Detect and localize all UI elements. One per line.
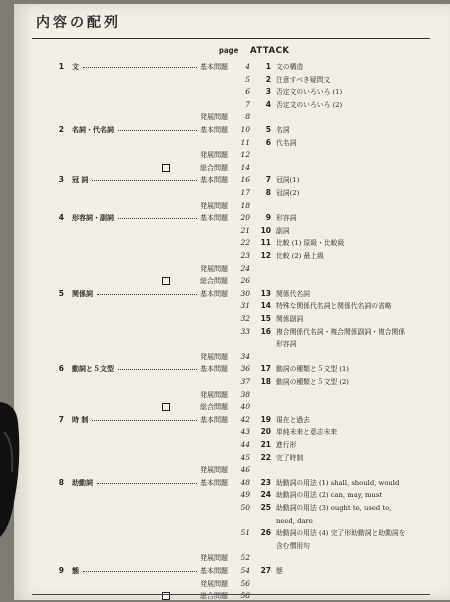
page-number: 24 (240, 263, 250, 273)
page-number: 32 (240, 314, 250, 323)
attack-topic: 態 (276, 567, 283, 575)
page-number: 11 (240, 137, 250, 147)
attack-number: 9 (265, 213, 271, 223)
contents-row (14, 162, 450, 174)
contents-row (14, 149, 450, 161)
problem-category: 総合問題 (200, 403, 228, 412)
title-rule (32, 38, 430, 39)
page-number: 17 (240, 188, 250, 197)
contents-row (14, 111, 450, 123)
attack-number: 10 (260, 225, 271, 235)
attack-topic: 否定文のいろいろ (2) (276, 100, 343, 109)
page-title: 内容の配列 (36, 15, 121, 31)
chapter-number: 6 (58, 364, 64, 374)
contents-row (14, 452, 450, 464)
contents-row (14, 439, 450, 451)
problem-category: 発展問題 (200, 579, 228, 588)
attack-number: 18 (260, 377, 271, 386)
contents-row (14, 300, 450, 312)
attack-number: 17 (260, 364, 271, 374)
contents-row (14, 313, 450, 325)
contents-row (14, 74, 450, 86)
dotted-leader (97, 483, 197, 484)
attack-topic: 注意すべき疑問文 (276, 75, 331, 84)
chapter-number: 9 (58, 566, 64, 575)
attack-number: 12 (260, 251, 271, 260)
binder-clip-icon (0, 392, 28, 542)
attack-number: 23 (260, 477, 271, 487)
attack-topic: 冠詞(2) (276, 189, 300, 197)
contents-row (14, 540, 450, 552)
page-number: 4 (245, 62, 250, 71)
page-number: 46 (240, 465, 250, 475)
attack-topic: 形容詞 (276, 214, 297, 223)
dotted-leader (118, 130, 197, 131)
contents-row (14, 565, 450, 577)
page-number: 43 (240, 427, 250, 437)
attack-number: 19 (260, 414, 271, 424)
attack-topic: 関係副詞 (276, 315, 304, 323)
contents-row (14, 212, 450, 224)
page-number: 12 (240, 150, 250, 160)
page-number: 5 (245, 74, 250, 84)
attack-number: 2 (265, 74, 271, 84)
dotted-leader (83, 67, 197, 68)
attack-topic: 助動詞の用法 (1) shall, should, would (276, 478, 400, 487)
attack-topic: 副詞 (276, 226, 290, 235)
page-number: 21 (240, 225, 250, 235)
contents-row (14, 401, 450, 413)
contents-row (14, 275, 450, 287)
problem-category: 総合問題 (200, 277, 228, 286)
attack-topic: 動詞の種類と５文型 (1) (276, 365, 349, 374)
book-page (14, 4, 450, 600)
attack-topic: 現在と過去 (276, 415, 310, 424)
page-number: 40 (240, 402, 250, 412)
contents-row (14, 351, 450, 363)
chapter-name: 文 (72, 63, 79, 71)
chapter-number: 2 (58, 125, 64, 134)
contents-row (14, 376, 450, 388)
chapter-name: 形容詞・副詞 (72, 214, 114, 223)
contents-row (14, 527, 450, 539)
attack-topic-continued: 含む慣用句 (276, 541, 310, 550)
contents-row (14, 464, 450, 476)
problem-category: 発展問題 (200, 201, 228, 210)
chapter-name: 冠 詞 (72, 176, 89, 185)
attack-number: 24 (260, 490, 271, 500)
page-number: 23 (240, 251, 250, 260)
attack-number: 1 (265, 62, 271, 71)
page-number: 51 (240, 528, 250, 538)
chapter-name: 態 (72, 567, 79, 575)
dotted-leader (118, 369, 197, 370)
page-number: 42 (240, 414, 250, 424)
attack-topic: 完了時制 (276, 453, 304, 462)
contents-row (14, 86, 450, 98)
contents-row (14, 288, 450, 300)
attack-number: 16 (260, 326, 271, 336)
contents-row (14, 389, 450, 401)
attack-topic-continued: need, dare (276, 516, 313, 525)
problem-category: 基本問題 (200, 214, 228, 223)
contents-row (14, 552, 450, 564)
page-number: 7 (245, 99, 250, 109)
problem-category: 総合問題 (200, 163, 228, 172)
problem-category: 発展問題 (200, 264, 228, 273)
dotted-leader (92, 180, 197, 181)
attack-topic: 複合関係代名詞・複合関係副詞・複合関係 (276, 327, 406, 336)
problem-category: 発展問題 (200, 390, 228, 399)
contents-row (14, 200, 450, 212)
chapter-name: 助動詞 (72, 478, 93, 487)
page-number: 10 (240, 125, 250, 134)
chapter-number: 7 (58, 414, 64, 424)
problem-category: 発展問題 (200, 466, 228, 475)
dotted-leader (118, 218, 197, 219)
problem-category: 基本問題 (200, 176, 228, 185)
chapter-name: 関係詞 (72, 289, 93, 298)
page-number: 26 (240, 276, 250, 286)
attack-topic: 進行形 (276, 441, 297, 449)
page-number: 38 (240, 389, 250, 399)
attack-column-header: ATTACK (250, 46, 290, 56)
attack-topic: 否定文のいろいろ (1) (276, 88, 343, 97)
page-number: 54 (240, 566, 250, 575)
chapter-number: 1 (58, 62, 64, 71)
attack-topic: 代名詞 (276, 138, 297, 147)
attack-topic: 助動詞の用法 (3) ought to, used to, (276, 504, 392, 512)
problem-category: 基本問題 (200, 365, 228, 374)
page-number: 8 (245, 112, 250, 122)
contents-row (14, 124, 450, 136)
attack-topic: 比較 (2) 最上級 (276, 252, 324, 260)
attack-number: 4 (265, 99, 271, 109)
contents-row (14, 414, 450, 426)
page-number: 36 (240, 364, 250, 374)
page-number: 22 (240, 238, 250, 248)
attack-number: 7 (265, 175, 271, 185)
contents-row (14, 237, 450, 249)
contents-row (14, 263, 450, 275)
attack-number: 21 (260, 440, 271, 449)
attack-topic: 特殊な関係代名詞と関係代名詞の省略 (276, 302, 392, 311)
problem-category: 発展問題 (200, 113, 228, 122)
attack-number: 15 (260, 314, 271, 323)
contents-row (14, 250, 450, 262)
problem-category: 基本問題 (200, 63, 228, 71)
contents-row (14, 502, 450, 514)
contents-row (14, 578, 450, 590)
contents-row (14, 590, 450, 602)
attack-number: 20 (260, 427, 271, 437)
attack-number: 25 (260, 503, 271, 512)
attack-topic: 助動詞の用法 (4) 完了形助動詞と助動詞を (276, 529, 406, 538)
contents-row (14, 326, 450, 338)
page-number: 45 (240, 452, 250, 462)
problem-category: 基本問題 (200, 126, 228, 134)
contents-row (14, 61, 450, 73)
contents-row (14, 99, 450, 111)
chapter-name: 時 制 (72, 415, 89, 424)
page-number: 37 (240, 377, 250, 386)
problem-category: 発展問題 (200, 151, 228, 160)
attack-topic: 文の構造 (276, 63, 304, 71)
chapter-number: 5 (58, 288, 64, 298)
page-column-header: page (219, 46, 239, 55)
attack-topic: 比較 (1) 原級・比較級 (276, 239, 345, 248)
chapter-number: 8 (58, 477, 64, 487)
contents-row (14, 426, 450, 438)
dotted-leader (83, 571, 197, 572)
page-number: 48 (240, 477, 250, 487)
page-number: 34 (240, 351, 250, 361)
page-number: 33 (240, 326, 250, 336)
attack-number: 13 (260, 288, 271, 298)
contents-row (14, 363, 450, 375)
bottom-rule (32, 594, 430, 595)
dotted-leader (97, 294, 197, 295)
attack-number: 6 (265, 137, 271, 147)
page-number: 16 (240, 175, 250, 185)
page-number: 58 (240, 591, 250, 601)
page-number: 6 (245, 87, 250, 97)
attack-topic: 助動詞の用法 (2) can, may, must (276, 491, 383, 500)
problem-category: 発展問題 (200, 352, 228, 361)
chapter-name: 動詞と５文型 (72, 365, 114, 374)
attack-number: 8 (265, 188, 271, 197)
contents-row (14, 137, 450, 149)
dotted-leader (92, 420, 197, 421)
page-number: 20 (240, 213, 250, 223)
page-number: 30 (240, 288, 250, 298)
contents-row (14, 225, 450, 237)
page-number: 14 (240, 162, 250, 172)
page-number: 31 (240, 301, 250, 311)
attack-topic-continued: 形容詞 (276, 340, 297, 349)
contents-row (14, 187, 450, 199)
contents-row (14, 515, 450, 527)
contents-row (14, 338, 450, 350)
contents-row (14, 489, 450, 501)
attack-topic: 単純未来と意志未来 (276, 428, 338, 437)
problem-category: 基本問題 (200, 567, 228, 575)
attack-topic: 関係代名詞 (276, 289, 310, 298)
attack-topic: 名詞 (276, 126, 290, 134)
chapter-number: 3 (58, 175, 64, 185)
problem-category: 基本問題 (200, 289, 228, 298)
attack-topic: 動詞の種類と５文型 (2) (276, 378, 349, 386)
attack-number: 27 (260, 566, 271, 575)
page-number: 56 (240, 578, 250, 588)
attack-topic: 冠詞(1) (276, 176, 300, 185)
contents-row (14, 477, 450, 489)
contents-row (14, 174, 450, 186)
problem-category: 基本問題 (200, 478, 228, 487)
page-number: 50 (240, 503, 250, 512)
page-number: 44 (240, 440, 250, 449)
attack-number: 26 (260, 528, 271, 538)
attack-number: 3 (265, 87, 271, 97)
page-number: 18 (240, 200, 250, 210)
attack-number: 11 (260, 238, 271, 248)
page-number: 49 (240, 490, 250, 500)
chapter-name: 名詞・代名詞 (72, 126, 114, 134)
page-number: 52 (240, 553, 250, 563)
attack-number: 5 (265, 125, 271, 134)
problem-category: 総合問題 (200, 592, 228, 601)
attack-number: 14 (260, 301, 271, 311)
chapter-number: 4 (58, 213, 64, 223)
problem-category: 発展問題 (200, 554, 228, 563)
attack-number: 22 (260, 452, 271, 462)
problem-category: 基本問題 (200, 415, 228, 424)
